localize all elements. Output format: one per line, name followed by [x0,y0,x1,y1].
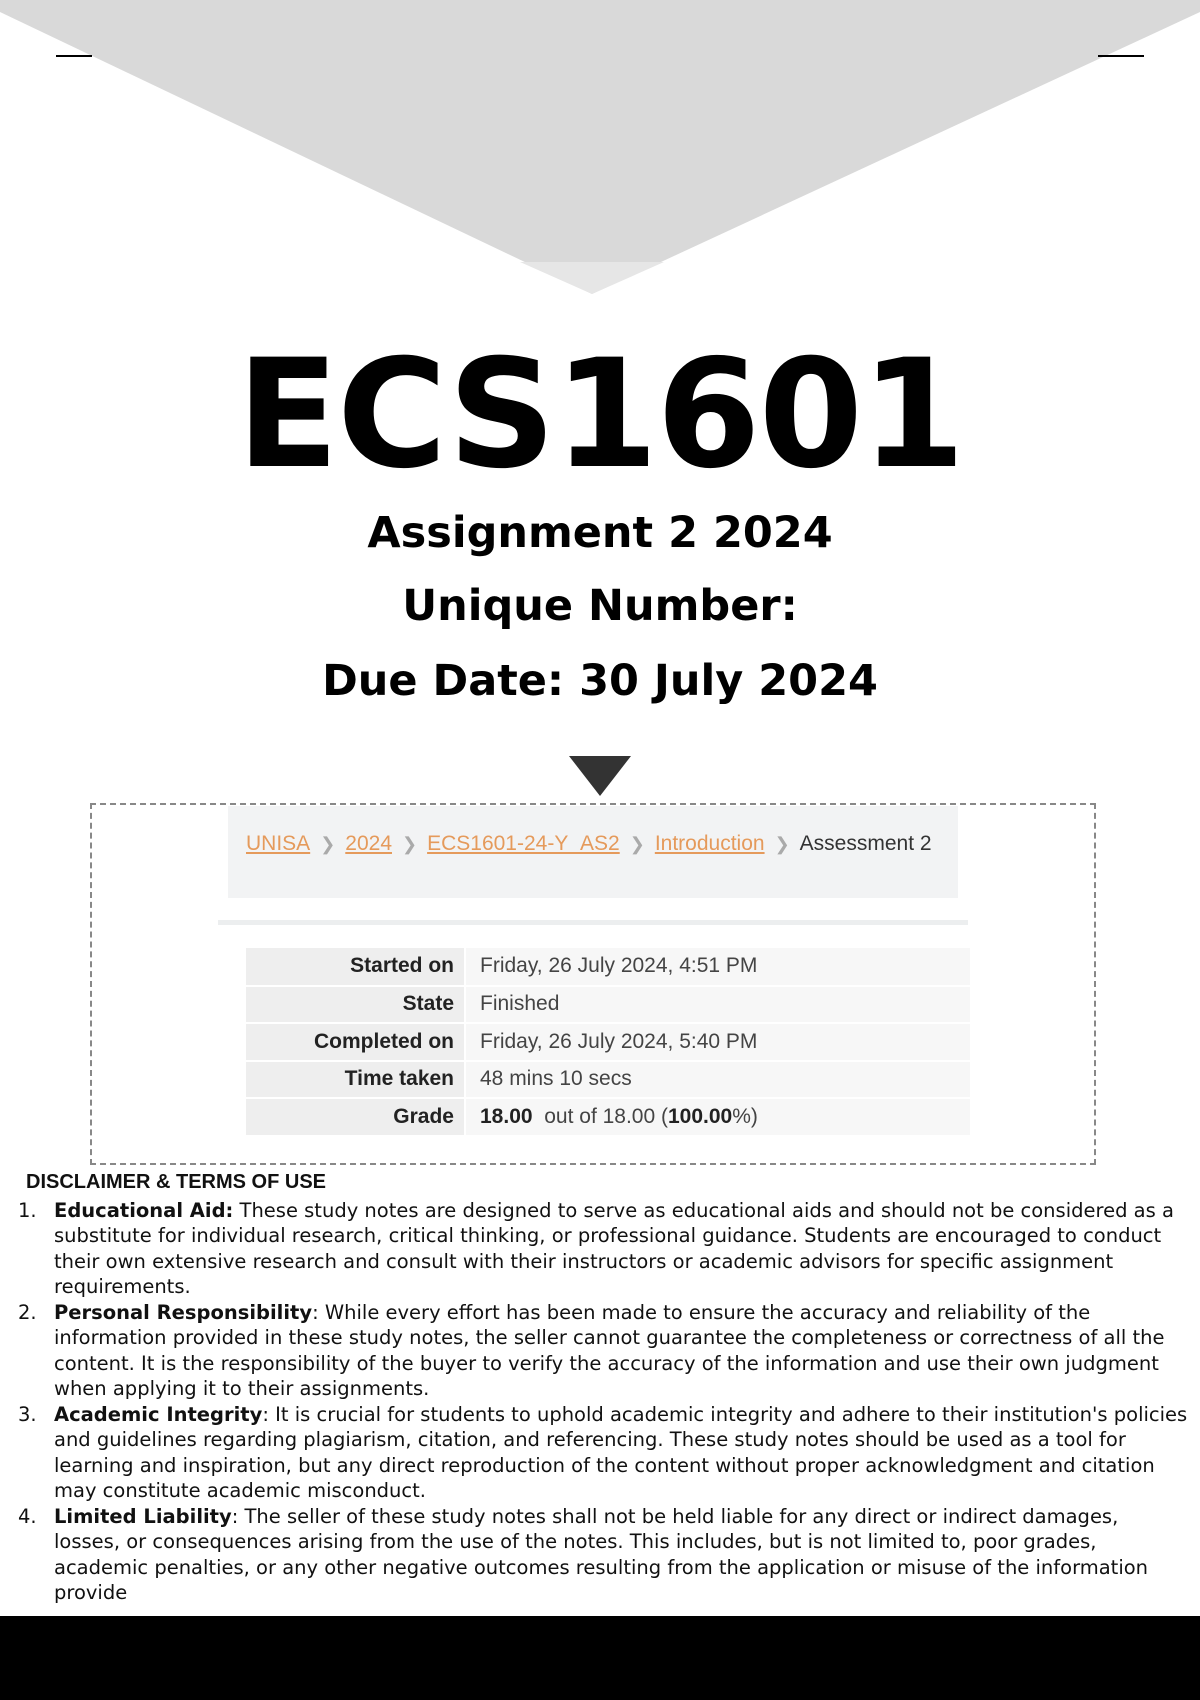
grade-percent-suffix: %) [732,1104,758,1128]
list-item-label: Academic Integrity [54,1402,263,1426]
time-taken-value: 48 mins 10 secs [465,1061,970,1099]
started-on-label: Started on [246,948,465,986]
breadcrumb-link-course[interactable]: ECS1601-24-Y_AS2 [427,832,620,855]
section-divider [218,920,968,925]
completed-on-value: Friday, 26 July 2024, 5:40 PM [465,1023,970,1061]
completed-on-label: Completed on [246,1023,465,1061]
down-arrow-icon [569,756,631,796]
breadcrumb-bar [228,806,958,898]
list-item [18,1198,1188,1300]
list-item [18,1402,1188,1504]
chevron-right-icon: ❯ [774,834,790,854]
breadcrumb-link-unisa[interactable]: UNISA [246,832,311,855]
table-row [246,1098,970,1136]
footer-black-band [0,1616,1200,1700]
header-chevron-graphic [0,0,1200,300]
disclaimer-heading: DISCLAIMER & TERMS OF USE [26,1171,327,1193]
table-row [246,1061,970,1099]
grade-percent: 100.00 [668,1104,733,1128]
time-taken-label: Time taken [246,1061,465,1099]
assignment-subtitle: Assignment 2 2024 [367,508,833,558]
list-item-number: 1. [18,1198,37,1222]
breadcrumb-link-year[interactable]: 2024 [345,832,392,855]
breadcrumb [246,832,932,856]
table-row [246,986,970,1024]
list-item-label: Limited Liability [54,1504,232,1528]
list-item-number: 2. [18,1300,37,1324]
started-on-value: Friday, 26 July 2024, 4:51 PM [465,948,970,986]
attempt-summary-table [246,948,970,1137]
list-item-text: : The seller of these study notes shall not be held liable for any direct or indirect damages, losses, or consequences arising from the use of the notes. This includes, but is not limited to, poor grades, academic penalties, or any other negative outcomes resulting from the application or misuse of the information provide [54,1504,1149,1604]
grade-out-of: out of 18.00 ( [544,1104,668,1128]
list-item-label: Personal Responsibility [54,1300,313,1324]
corner-line-left [56,55,92,57]
due-date-label: Due Date: 30 July 2024 [322,656,878,706]
breadcrumb-link-introduction[interactable]: Introduction [654,832,765,855]
grade-score: 18.00 [480,1104,533,1128]
table-row [246,1023,970,1061]
list-item-text: : It is crucial for students to uphold academic integrity and adhere to their institution's policies and guidelines regarding plagiarism, citation, and referencing. These study notes should be used as a tool for learning and inspiration, but any direct reproduction of the content without proper acknowledgment and citation may constitute academic misconduct. [54,1402,1188,1502]
course-code-title: ECS1601 [236,328,964,502]
chevron-right-icon: ❯ [629,834,645,854]
disclaimer-section [18,1170,1188,1606]
state-label: State [246,986,465,1024]
state-value: Finished [465,986,970,1024]
list-item-number: 3. [18,1402,37,1426]
grade-label: Grade [246,1098,465,1136]
list-item [18,1300,1188,1402]
disclaimer-list [18,1198,1188,1606]
grade-value [465,1098,970,1136]
list-item-label: Educational Aid: [54,1198,234,1222]
list-item [18,1504,1188,1606]
chevron-right-icon: ❯ [402,834,418,854]
breadcrumb-current: Assessment 2 [799,832,932,855]
list-item-text: These study notes are designed to serve as educational aids and should not be considered as a substitute for individual research, critical thinking, or professional guidance. Students are encouraged to conduct their own extensive research and consult with their instructors or academic advisors for specific assignment requirements. [54,1198,1174,1298]
chevron-right-icon: ❯ [320,834,336,854]
table-row [246,948,970,986]
list-item-text: : While every effort has been made to ensure the accuracy and reliability of the information provided in these study notes, the seller cannot guarantee the completeness or correctness of all the content. It is the responsibility of the buyer to verify the accuracy of the information and use their own judgment when applying it to their assignments. [54,1300,1165,1400]
list-item-number: 4. [18,1504,37,1528]
unique-number-label: Unique Number: [402,581,798,631]
corner-line-right [1098,55,1144,57]
